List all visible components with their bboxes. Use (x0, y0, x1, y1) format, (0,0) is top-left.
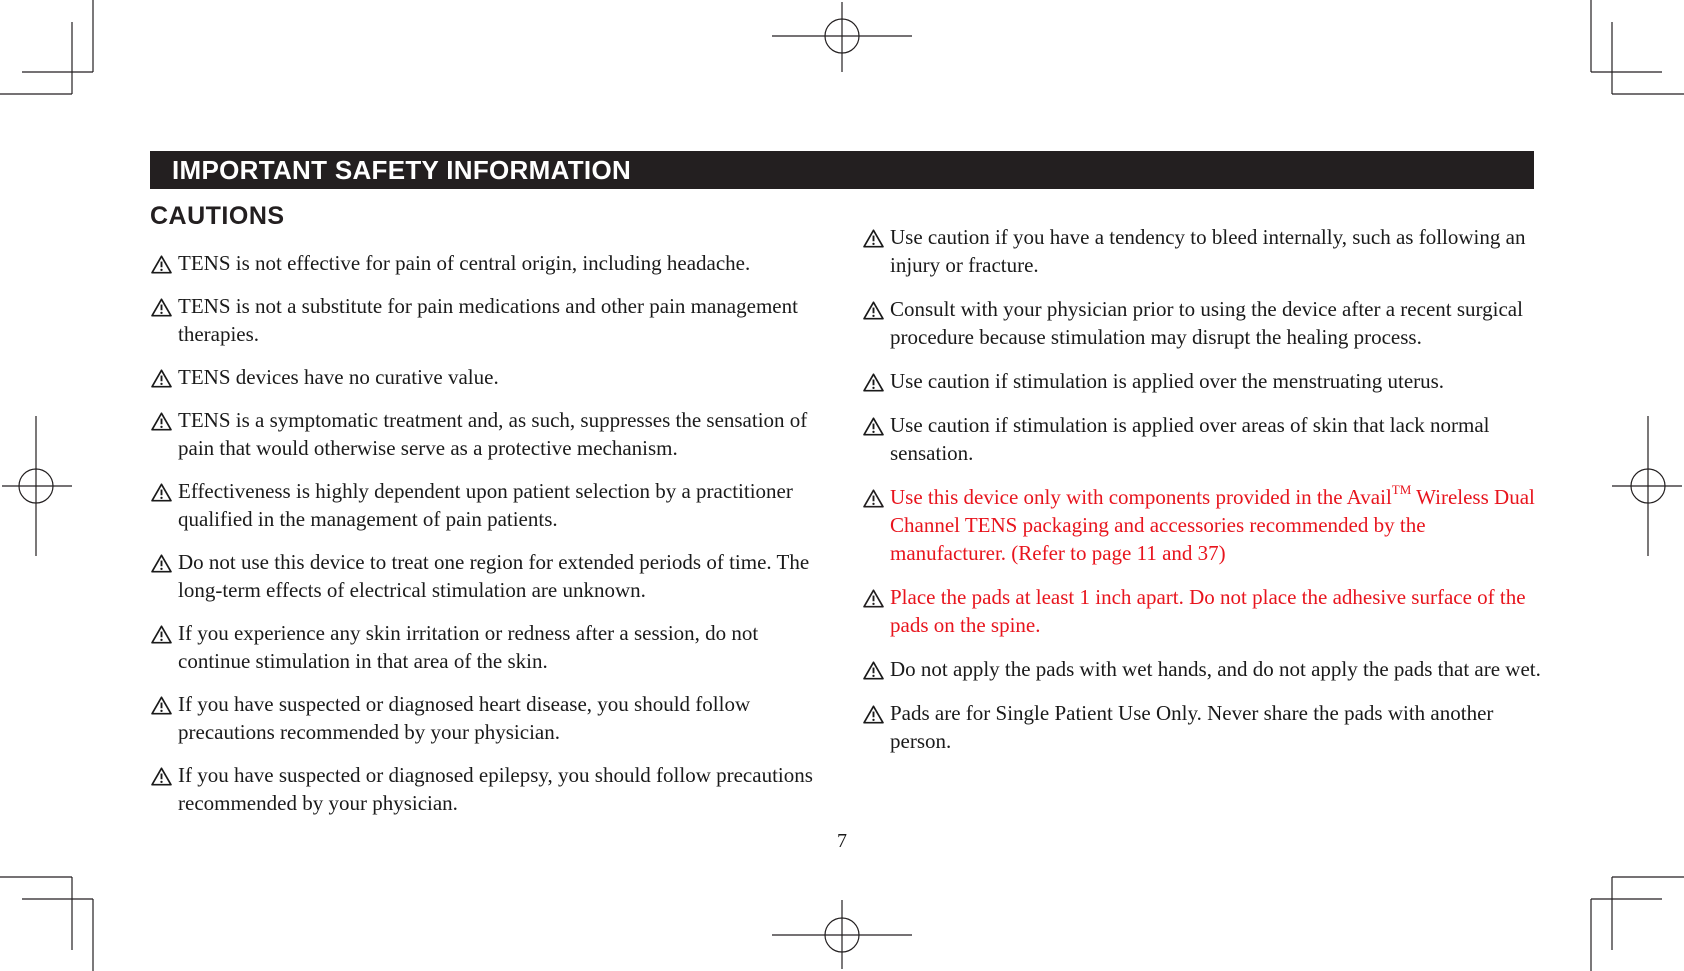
caution-item (150, 406, 830, 462)
warning-triangle-icon (863, 417, 884, 436)
caution-text: Do not apply the pads with wet hands, and do not apply the pads that are wet. (890, 657, 1541, 681)
caution-item (150, 249, 830, 277)
caution-text: Place the pads at least 1 inch apart. Do not place the adhesive surface of the pads on the spine. (890, 585, 1526, 637)
warning-triangle-icon (151, 625, 172, 644)
warning-triangle-icon (151, 369, 172, 388)
warning-triangle-icon (863, 489, 884, 508)
caution-text: TENS is not effective for pain of central origin, including headache. (178, 251, 751, 275)
caution-item (862, 223, 1542, 279)
warning-triangle-icon (151, 412, 172, 431)
caution-text-continued: Wireless Dual Channel TENS packaging and accessories recommended by the manufacturer. (Refer to page 11 and 37) (890, 485, 1535, 565)
caution-item (862, 655, 1542, 683)
caution-item (862, 295, 1542, 351)
warning-triangle-icon (863, 373, 884, 392)
caution-item (150, 619, 830, 675)
caution-item (150, 477, 830, 533)
right-column (862, 223, 1542, 771)
warning-triangle-icon (151, 483, 172, 502)
caution-text: TENS is a symptomatic treatment and, as such, suppresses the sensation of pain that would otherwise serve as a protective mechanism. (178, 408, 808, 460)
section-banner (150, 151, 1534, 189)
banner-title: IMPORTANT SAFETY INFORMATION (172, 155, 632, 185)
caution-text: Do not use this device to treat one region for extended periods of time. The long-term effects of electrical stimulation are unknown. (178, 550, 810, 602)
caution-item-highlighted (862, 483, 1542, 567)
caution-text: If you experience any skin irritation or redness after a session, do not continue stimulation in that area of the skin. (178, 621, 759, 673)
caution-item (150, 690, 830, 746)
caution-item-highlighted (862, 583, 1542, 639)
warning-triangle-icon (863, 301, 884, 320)
caution-text: Effectiveness is highly dependent upon patient selection by a practitioner qualified in the management of pain patients. (178, 479, 793, 531)
warning-triangle-icon (151, 298, 172, 317)
caution-item (150, 363, 830, 391)
warning-triangle-icon (151, 696, 172, 715)
warning-triangle-icon (151, 255, 172, 274)
cautions-heading: CAUTIONS (150, 202, 285, 230)
warning-triangle-icon (863, 705, 884, 724)
caution-item (150, 761, 830, 817)
trademark-mark: TM (1391, 482, 1412, 497)
caution-item (862, 699, 1542, 755)
caution-text: If you have suspected or diagnosed epilepsy, you should follow precautions recommended by your physician. (178, 763, 813, 815)
caution-item (150, 548, 830, 604)
caution-text: Consult with your physician prior to using the device after a recent surgical procedure because stimulation may disrupt the healing process. (890, 297, 1523, 349)
caution-text: If you have suspected or diagnosed heart disease, you should follow precautions recommended by your physician. (178, 692, 751, 744)
warning-triangle-icon (863, 229, 884, 248)
caution-item (862, 367, 1542, 395)
caution-item (150, 292, 830, 348)
caution-item (862, 411, 1542, 467)
caution-text: TENS is not a substitute for pain medications and other pain management therapies. (178, 294, 798, 346)
warning-triangle-icon (863, 589, 884, 608)
caution-text: Use caution if stimulation is applied over the menstruating uterus. (890, 369, 1445, 393)
page-number: 7 (837, 830, 847, 852)
caution-text: TENS devices have no curative value. (178, 365, 499, 389)
caution-text: Pads are for Single Patient Use Only. Never share the pads with another person. (890, 701, 1494, 753)
caution-text: Use caution if you have a tendency to bleed internally, such as following an injury or fracture. (890, 225, 1526, 277)
caution-text: Use caution if stimulation is applied over areas of skin that lack normal sensation. (890, 413, 1490, 465)
caution-text: Use this device only with components provided in the Avail (890, 485, 1392, 509)
warning-triangle-icon (151, 554, 172, 573)
warning-triangle-icon (863, 661, 884, 680)
warning-triangle-icon (151, 767, 172, 786)
left-column (150, 249, 830, 832)
